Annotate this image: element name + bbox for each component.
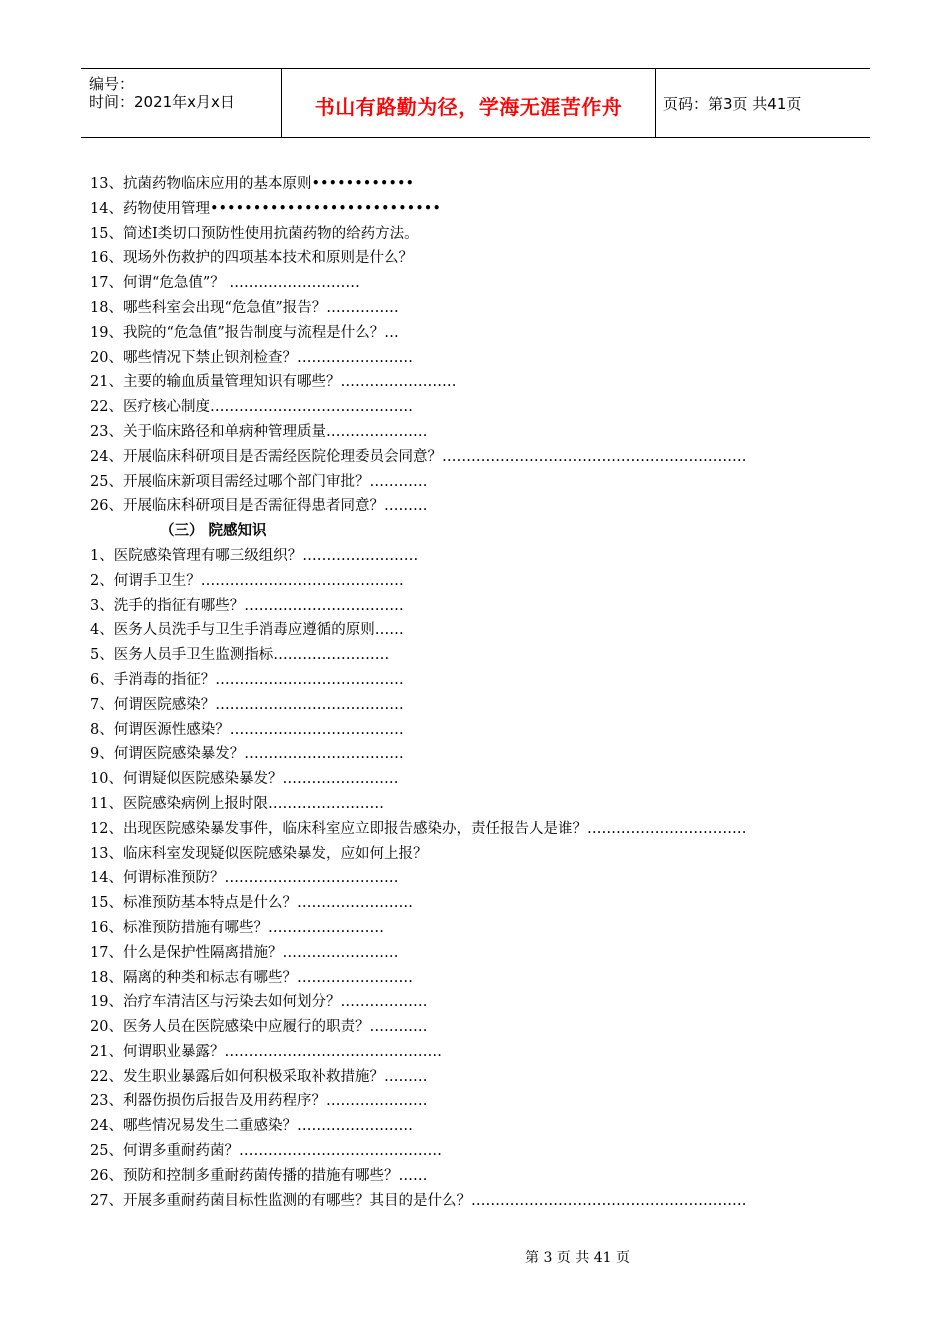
question-line: 12、出现医院感染暴发事件，临床科室应立即报告感染办，责任报告人是谁？……………………………	[90, 820, 747, 837]
question-line: 14、何谓标准预防？………………………………	[90, 870, 399, 887]
question-line: 7、何谓医院感染？…………………………………	[90, 696, 404, 713]
question-line: 21、主要的输血质量管理知识有哪些？……………………	[90, 374, 457, 391]
question-line: 15、简述Ⅰ类切口预防性使用抗菌药物的给药方法。	[90, 225, 419, 242]
question-line: 20、医务人员在医院感染中应履行的职责？…………	[90, 1019, 428, 1036]
document-date: 时间：2021年x月x日	[89, 93, 235, 111]
header-right-cell	[655, 69, 870, 137]
question-line: 3、洗手的指征有哪些？……………………………	[90, 597, 404, 614]
question-line: 22、发生职业暴露后如何积极采取补救措施？………	[90, 1068, 428, 1085]
question-line: 9、何谓医院感染暴发？……………………………	[90, 746, 404, 763]
question-line: 5、医务人员手卫生监测指标……………………	[90, 647, 390, 664]
question-line: 11、医院感染病例上报时限……………………	[90, 795, 384, 812]
header-middle-cell	[281, 69, 656, 137]
question-line: 16、标准预防措施有哪些？……………………	[90, 919, 384, 936]
question-line: 18、哪些科室会出现“危急值”报告？……………	[90, 299, 399, 316]
question-line: 17、什么是保护性隔离措施？……………………	[90, 944, 399, 961]
question-line: 24、开展临床科研项目是否需经医院伦理委员会同意？………………………………………………………	[90, 448, 747, 465]
question-line: 18、隔离的种类和标志有哪些？……………………	[90, 969, 413, 986]
question-line: 17、何谓“危急值”？ ………………………	[90, 275, 360, 292]
document-body	[90, 172, 870, 1213]
question-line: 1、医院感染管理有哪三级组织？……………………	[90, 547, 419, 564]
question-line: 27、开展多重耐药菌目标性监测的有哪些？其目的是什么？…………………………………………………	[90, 1192, 747, 1209]
question-line: 26、开展临床科研项目是否需征得患者同意？………	[90, 498, 428, 515]
question-line: 13、临床科室发现疑似医院感染暴发，应如何上报？	[90, 845, 428, 862]
page-footer	[0, 1247, 950, 1267]
question-line: 14、药物使用管理•••••••••••••••••••••••••••	[90, 200, 441, 217]
question-line: 10、何谓疑似医院感染暴发？……………………	[90, 771, 399, 788]
document-header	[81, 68, 870, 138]
document-number-label: 编号：	[89, 75, 135, 93]
header-left-cell	[81, 69, 281, 137]
question-line: 21、何谓职业暴露？………………………………………	[90, 1043, 442, 1060]
question-line: 23、关于临床路径和单病种管理质量…………………	[90, 423, 428, 440]
question-line: 6、手消毒的指征？…………………………………	[90, 671, 404, 688]
question-line: 20、哪些情况下禁止钡剂检查？……………………	[90, 349, 413, 366]
question-line: 2、何谓手卫生？……………………………………	[90, 572, 404, 589]
question-line: 19、治疗车清洁区与污染去如何划分？………………	[90, 994, 428, 1011]
header-page-info: 页码：第3页 共41页	[663, 95, 802, 113]
question-line: 13、抗菌药物临床应用的基本原则••••••••••••	[90, 176, 415, 192]
question-line: 4、医务人员洗手与卫生手消毒应遵循的原则……	[90, 622, 404, 639]
section-heading: （三） 院感知识	[160, 523, 267, 540]
question-line: 19、我院的“危急值”报告制度与流程是什么？…	[90, 324, 399, 341]
question-line: 25、开展临床新项目需经过哪个部门审批？…………	[90, 473, 428, 490]
question-line: 23、利器伤损伤后报告及用药程序？…………………	[90, 1093, 428, 1110]
question-line: 24、哪些情况易发生二重感染？……………………	[90, 1118, 413, 1135]
header-motto: 书山有路勤为径，学海无涯苦作舟	[314, 95, 623, 119]
question-line: 16、现场外伤救护的四项基本技术和原则是什么？	[90, 250, 413, 267]
question-line: 8、何谓医源性感染？………………………………	[90, 721, 404, 738]
question-line: 22、医疗核心制度……………………………………	[90, 399, 413, 416]
question-line: 26、预防和控制多重耐药菌传播的措施有哪些？……	[90, 1167, 428, 1184]
question-line: 15、标准预防基本特点是什么？……………………	[90, 895, 413, 912]
footer-page-number: 第 3 页 共 41 页	[525, 1250, 630, 1266]
question-line: 25、何谓多重耐药菌？……………………………………	[90, 1143, 442, 1160]
